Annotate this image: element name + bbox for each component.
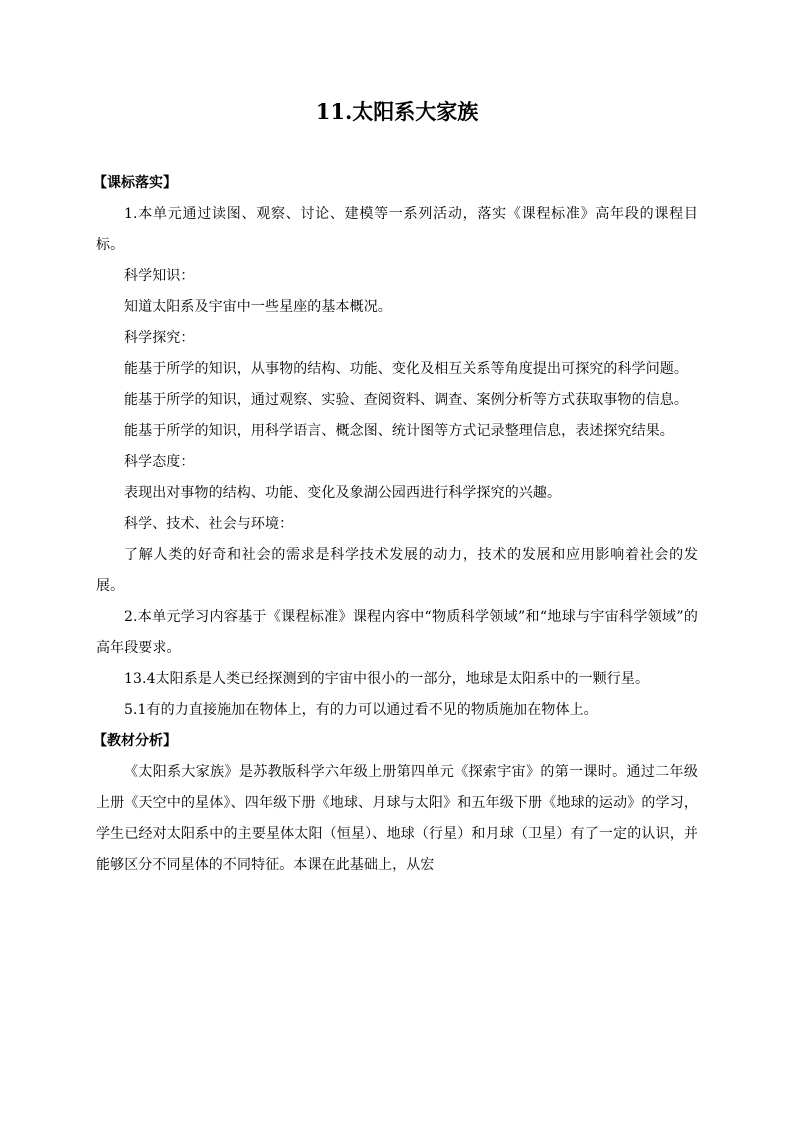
paragraph: 科学态度： [124,454,195,470]
section-heading: 【课标落实】 [93,175,177,191]
paragraph: 能基于所学的知识，用科学语言、概念图、统计图等方式记录整理信息，表述探究结果。 [124,423,674,439]
document-title: 11.太阳系大家族 [315,99,479,124]
paragraph: 5.1有的力直接施加在物体上，有的力可以通过看不见的物质施加在物体上。 [124,702,598,718]
paragraph: 科学、技术、社会与环境： [124,516,294,532]
paragraph: 《太阳系大家族》是苏教版科学六年级上册第四单元《探索宇宙》的第一课时。通过二年级上册《天空中的星体》、四年级下册《地球、月球与太阳》和五年级下册《地球的运动》的学习，学生已经对太阳系中的主要星体太阳（恒星）、地球（行星）和月球（卫星）有了一定的认识，并能够区分不同星体的不同特征。本课在此基础上，从宏 [96,764,698,873]
paragraph: 能基于所学的知识，通过观察、实验、查阅资料、调查、案例分析等方式获取事物的信息。 [124,392,688,408]
paragraph: 1.本单元通过读图、观察、讨论、建模等一系列活动，落实《课程标准》高年段的课程目标。 [96,206,698,253]
paragraph: 知道太阳系及宇宙中一些星座的基本概况。 [124,299,392,315]
section-heading: 【教材分析】 [93,733,177,749]
paragraph: 表现出对事物的结构、功能、变化及象湖公园西进行科学探究的兴趣。 [124,485,562,501]
section-textbook-analysis [93,726,698,881]
paragraph: 能基于所学的知识，从事物的结构、功能、变化及相互关系等角度提出可探究的科学问题。 [124,361,688,377]
paragraph: 科学知识： [124,268,195,284]
paragraph: 科学探究： [124,330,195,346]
paragraph: 2.本单元学习内容基于《课程标准》课程内容中“物质科学领域”和“地球与宇宙科学领域”的高年段要求。 [96,609,698,656]
section-curriculum-standards [93,168,698,726]
paragraph: 了解人类的好奇和社会的需求是科学技术发展的动力，技术的发展和应用影响着社会的发展。 [96,547,698,594]
paragraph: 13.4太阳系是人类已经探测到的宇宙中很小的一部分，地球是太阳系中的一颗行星。 [124,671,650,687]
